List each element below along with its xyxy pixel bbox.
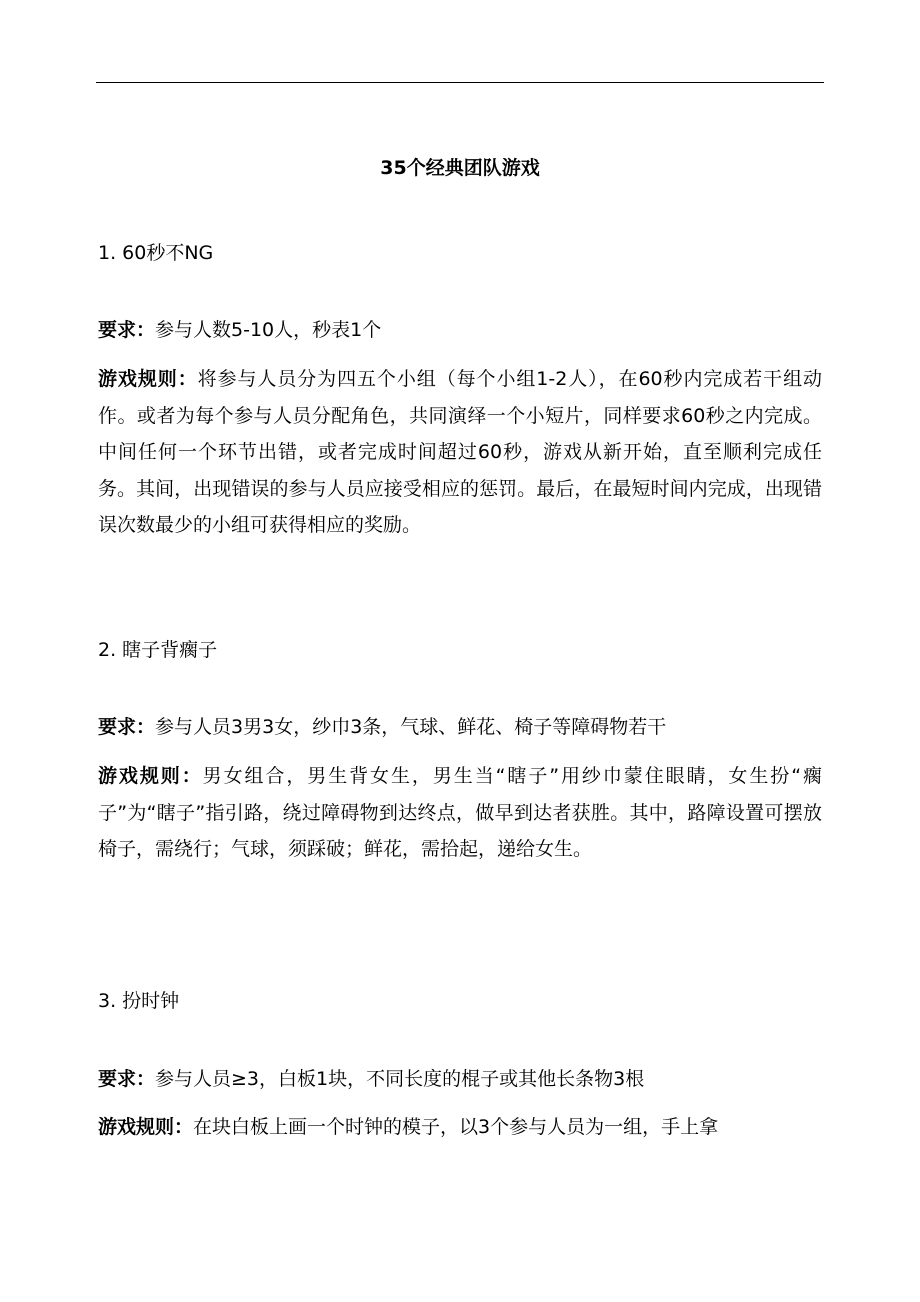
rules-text: 在块白板上画一个时钟的模子，以3个参与人员为一组，手上拿 [193, 1116, 719, 1138]
requirement-paragraph [98, 312, 822, 349]
header-rule [96, 82, 824, 83]
section-heading: 1. 60秒不NG [98, 242, 214, 264]
requirement-paragraph [98, 1061, 822, 1098]
requirement-text: 参与人员3男3女，纱巾3条，气球、鲜花、椅子等障碍物若干 [155, 716, 667, 738]
requirement-label: 要求： [98, 716, 156, 738]
section-heading: 3. 扮时钟 [98, 990, 180, 1012]
rules-text: 将参与人员分为四五个小组（每个小组1-2人），在60秒内完成若干组动作。或者为每个参与人员分配角色，共同演绎一个小短片，同样要求60秒之内完成。中间任何一个环节出错，或者完成时间超过60秒，游戏从新开始，直至顺利完成任务。其间，出现错误的参与人员应接受相应的惩罚。最后，在最短时间内完成，出现错误次数最少的小组可获得相应的奖励。 [98, 368, 822, 536]
rules-paragraph [98, 361, 822, 544]
requirement-paragraph [98, 709, 822, 746]
requirement-label: 要求： [98, 319, 156, 341]
page-title: 35个经典团队游戏 [380, 157, 540, 179]
rules-label: 游戏规则： [98, 1116, 194, 1138]
requirement-text: 参与人员≥3，白板1块，不同长度的棍子或其他长条物3根 [155, 1068, 645, 1090]
section-heading: 2. 瞎子背瘸子 [98, 639, 218, 661]
rules-text: 男女组合，男生背女生，男生当“瞎子”用纱巾蒙住眼睛，女生扮“瘸子”为“瞎子”指引路，绕过障碍物到达终点，做早到达者获胜。其中，路障设置可摆放椅子，需绕行；气球，须踩破；鲜花，需拾起，递给女生。 [98, 765, 822, 860]
rules-paragraph [98, 758, 822, 868]
rules-label: 游戏规则： [98, 368, 198, 390]
requirement-text: 参与人数5-10人，秒表1个 [155, 319, 382, 341]
requirement-label: 要求： [98, 1068, 156, 1090]
rules-label: 游戏规则： [98, 765, 203, 787]
rules-paragraph [98, 1109, 822, 1146]
